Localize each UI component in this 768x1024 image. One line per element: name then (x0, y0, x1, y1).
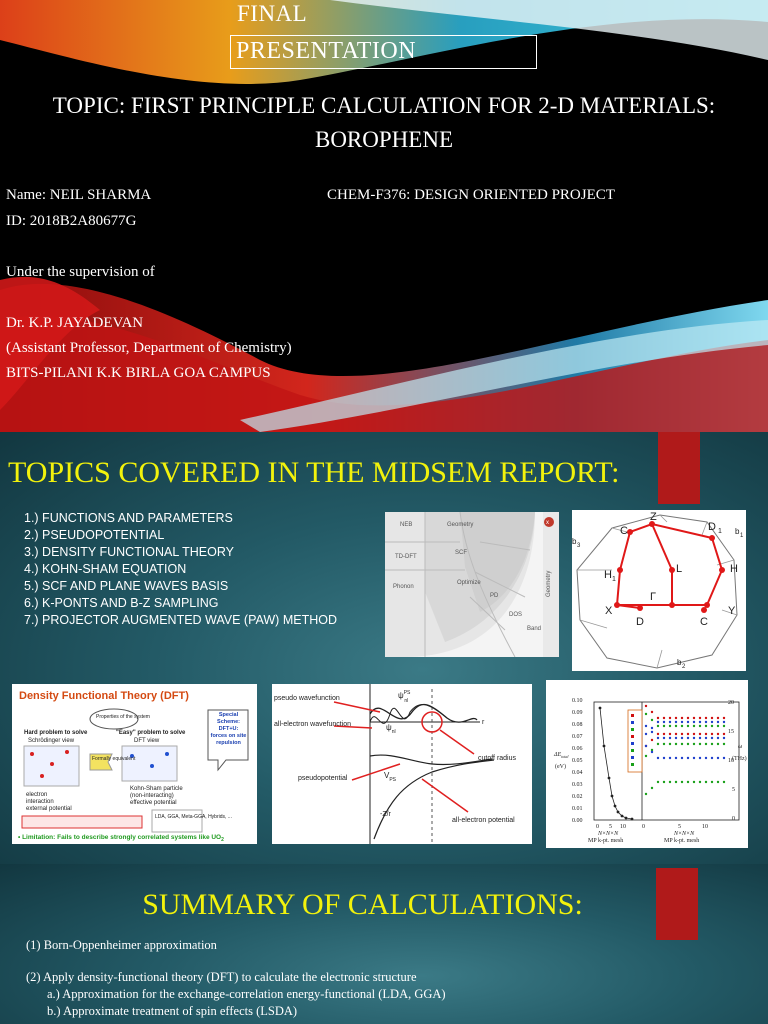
menu-label: PD (490, 593, 499, 599)
svg-text:5: 5 (609, 824, 612, 830)
series-point (705, 757, 707, 759)
legend-marker (631, 728, 634, 731)
svg-text:effective potential: effective potential (130, 800, 177, 806)
svg-text:Γ: Γ (650, 591, 657, 603)
svg-text:(THz): (THz) (732, 756, 747, 762)
series-point (675, 757, 677, 759)
summary-line-3: a.) Approximation for the exchange-correlation energy-functional (LDA, GGA) (47, 987, 446, 1001)
svg-text:• Limitation: Fails to describ: • Limitation: Fails to describe strongly correlated systems like $UO_2$ (18, 834, 224, 843)
series-point (645, 713, 647, 715)
series-point (663, 725, 665, 727)
series-point (711, 743, 713, 745)
topics-slide (0, 432, 768, 864)
series-point (705, 733, 707, 735)
series-point (687, 781, 689, 783)
svg-text:all-electron potential: all-electron potential (452, 817, 515, 824)
svg-text:MP k-pt. mesh: MP k-pt. mesh (588, 838, 624, 844)
series-point (645, 793, 647, 795)
svg-text:(eV): (eV) (555, 764, 566, 770)
supervision-label: Under the supervision of (6, 264, 155, 280)
svg-text:ψnl: $\psi_{nl}$ (386, 723, 396, 735)
series-point (663, 781, 665, 783)
series-point (651, 751, 653, 753)
svg-text:5: 5 (732, 787, 735, 793)
svg-text:15: 15 (728, 729, 734, 735)
svg-text:electron: electron (26, 792, 48, 798)
series-point (645, 745, 647, 747)
course-code: CHEM-F376: DESIGN ORIENTED PROJECT (327, 187, 615, 203)
summary-heading: SUMMARY OF CALCULATIONS: (142, 888, 583, 921)
svg-text:1: 1 (718, 528, 722, 535)
series-point (711, 721, 713, 723)
topics-list (24, 510, 337, 629)
series-point (645, 733, 647, 735)
list-item: 7.) PROJECTOR AUGMENTED WAVE (PAW) METHOD (24, 613, 337, 627)
title-presentation: PRESENTATION (236, 38, 417, 64)
svg-text:2: 2 (682, 664, 686, 670)
svg-text:MP k-pt. mesh: MP k-pt. mesh (664, 838, 700, 844)
series-point (699, 733, 701, 735)
svg-text:ψPSnl: $\psi^{PS}$ nl (398, 690, 411, 704)
series-point (717, 737, 719, 739)
series-point (675, 781, 677, 783)
series-point (693, 733, 695, 735)
legend-marker (631, 749, 634, 752)
series-point (699, 725, 701, 727)
institute-name: BITS-PILANI K.K BIRLA GOA CAMPUS (6, 365, 271, 381)
svg-text:ΔEtotal: $\Delta E_{total}$ (554, 752, 569, 759)
svg-text:C: C (700, 616, 708, 628)
brillouin-zone-image (572, 510, 746, 671)
svg-text:0.00: 0.00 (572, 818, 583, 824)
student-name: Name: NEIL SHARMA (6, 187, 152, 203)
series-point (669, 781, 671, 783)
list-item: 3.) DENSITY FUNCTIONAL THEORY (24, 545, 234, 559)
menu-label: DOS (509, 612, 523, 618)
series-point (651, 727, 653, 729)
series-point (699, 717, 701, 719)
series-point (687, 743, 689, 745)
series-point (675, 743, 677, 745)
series-point (651, 787, 653, 789)
svg-text:b: b (677, 658, 682, 667)
series-point (669, 717, 671, 719)
svg-text:0.04: 0.04 (572, 770, 583, 776)
accent-bar (658, 432, 700, 504)
series-point (699, 781, 701, 783)
svg-text:Density Functional Theory (DFT: Density Functional Theory (DFT) (19, 690, 189, 702)
legend-marker (631, 735, 634, 738)
series-point (687, 721, 689, 723)
menu-label: SCF (455, 550, 467, 556)
series-point (705, 721, 707, 723)
series-point (723, 757, 725, 759)
series-point (657, 721, 659, 723)
series-point (645, 725, 647, 727)
series-point (675, 725, 677, 727)
svg-text:r: r (482, 719, 485, 726)
svg-text:0.02: 0.02 (572, 794, 583, 800)
series-point (711, 781, 713, 783)
series-point (693, 737, 695, 739)
title-final: FINAL (237, 1, 308, 26)
svg-text:0.10: 0.10 (572, 698, 583, 704)
topic-line-1: TOPIC: FIRST PRINCIPLE CALCULATION FOR 2-D MATERIALS: (52, 93, 716, 118)
series-point (699, 743, 701, 745)
dft-diagram-image: Density Functional Theory (DFT) Properties of the system Hard problem to solve "Easy" problem to solve Schrödinger view DFT view Formally equivalent electron interaction external potential Kohn-Sham particle (non-interacting) effective potential LDA, GGA, Meta-GGA, Hybrids, ... Special Scheme: DFT+U: forces on site repulsion • Limitation: Fails to describe strongly correlated systems like $UO_2$ (12, 684, 257, 844)
svg-text:Z: Z (650, 511, 657, 523)
menu-label: Band (527, 626, 542, 632)
svg-text:0.09: 0.09 (572, 710, 583, 716)
series-point (723, 733, 725, 735)
series-point (687, 757, 689, 759)
svg-text:external potential: external potential (26, 806, 72, 812)
series-point (699, 737, 701, 739)
svg-text:ω: ω (738, 744, 743, 750)
series-point (717, 757, 719, 759)
series-point (723, 725, 725, 727)
svg-text:L: L (676, 563, 683, 575)
series-point (657, 717, 659, 719)
series-point (693, 717, 695, 719)
supervisor-name: Dr. K.P. JAYADEVAN (6, 315, 144, 331)
svg-text:pseudopotential: pseudopotential (298, 775, 348, 782)
svg-text:X: X (605, 605, 613, 617)
series-point (723, 721, 725, 723)
series-point (693, 743, 695, 745)
legend-marker (631, 763, 634, 766)
series-point (657, 757, 659, 759)
series-point (711, 737, 713, 739)
svg-text:0.06: 0.06 (572, 746, 583, 752)
series-point (687, 733, 689, 735)
series-point (723, 737, 725, 739)
series-point (651, 739, 653, 741)
menu-label: Geometry (546, 570, 552, 597)
series-point (657, 725, 659, 727)
series-point (687, 737, 689, 739)
svg-text:0.01: 0.01 (572, 806, 583, 812)
legend-marker (631, 756, 634, 759)
series-point (675, 737, 677, 739)
summary-line-2: (2) Apply density-functional theory (DFT) to calculate the electronic structure (26, 970, 417, 984)
menu-wheel-image (385, 512, 559, 657)
svg-text:1: 1 (740, 533, 744, 539)
svg-text:Hard problem to solve: Hard problem to solve (24, 730, 88, 736)
svg-text:0.05: 0.05 (572, 758, 583, 764)
series-point (681, 717, 683, 719)
svg-text:H: H (730, 563, 738, 575)
svg-text:VPS: $V_{PS}$ (384, 771, 397, 783)
series-point (687, 717, 689, 719)
summary-line-4: b.) Approximate treatment of spin effects (LSDA) (47, 1004, 298, 1018)
series-point (657, 743, 659, 745)
svg-text:Schrödinger view: Schrödinger view (28, 738, 75, 744)
svg-text:D: D (636, 616, 644, 628)
series-point (705, 743, 707, 745)
svg-text:N×N×N: N×N×N (674, 831, 695, 837)
series-point (705, 781, 707, 783)
svg-text:10: 10 (728, 758, 734, 764)
svg-text:H: H (604, 569, 612, 581)
svg-text:Y: Y (728, 605, 736, 617)
svg-text:"Easy" problem to solve: "Easy" problem to solve (116, 730, 186, 736)
svg-text:D: D (708, 521, 716, 533)
svg-text:10: 10 (620, 824, 626, 830)
student-id: ID: 2018B2A80677G (6, 213, 137, 229)
series-point (705, 725, 707, 727)
series-point (681, 733, 683, 735)
summary-slide (0, 864, 768, 1024)
list-item: 6.) K-PONTS AND B-Z SAMPLING (24, 596, 219, 610)
series-point (711, 757, 713, 759)
convergence-plot-image (546, 680, 748, 848)
supervisor-designation: (Assistant Professor, Department of Chemistry) (6, 340, 292, 356)
summary-line-1: (1) Born-Oppenheimer approximation (26, 938, 217, 952)
series-point (681, 757, 683, 759)
series-point (657, 733, 659, 735)
topics-heading: TOPICS COVERED IN THE MIDSEM REPORT: (8, 456, 620, 489)
menu-label: Phonon (393, 584, 414, 590)
series-point (693, 757, 695, 759)
svg-text:Formally equivalent: Formally equivalent (92, 756, 136, 762)
series-point (645, 755, 647, 757)
series-point (687, 725, 689, 727)
svg-text:0: 0 (642, 824, 645, 830)
list-item: 5.) SCF AND PLANE WAVES BASIS (24, 579, 229, 593)
svg-text:0.03: 0.03 (572, 782, 583, 788)
svg-text:LDA, GGA, Meta-GGA, Hybrids, .: LDA, GGA, Meta-GGA, Hybrids, ... (155, 814, 232, 820)
svg-text:N×N×N: N×N×N (598, 831, 619, 837)
series-point (717, 725, 719, 727)
series-point (711, 733, 713, 735)
series-point (711, 717, 713, 719)
svg-text:(non-interacting): (non-interacting) (130, 793, 174, 799)
series-point (681, 737, 683, 739)
series-point (723, 781, 725, 783)
series-point (651, 731, 653, 733)
svg-text:1: 1 (612, 576, 616, 583)
series-point (699, 721, 701, 723)
series-point (651, 711, 653, 713)
legend-marker (631, 721, 634, 724)
series-point (663, 733, 665, 735)
series-point (723, 743, 725, 745)
series-point (717, 721, 719, 723)
series-point (699, 757, 701, 759)
series-point (663, 757, 665, 759)
svg-text:Kohn-Sham particle: Kohn-Sham particle (130, 786, 183, 792)
svg-text:C: C (620, 525, 628, 537)
svg-text:0: 0 (732, 816, 735, 822)
svg-text:0.07: 0.07 (572, 734, 583, 740)
series-point (681, 725, 683, 727)
svg-text:b: b (735, 527, 740, 536)
series-point (693, 781, 695, 783)
svg-text:0: 0 (596, 824, 599, 830)
svg-text:all-electron wavefunction: all-electron wavefunction (274, 721, 352, 728)
svg-text:interaction: interaction (26, 799, 54, 805)
series-point (669, 733, 671, 735)
svg-text:cutoff radius: cutoff radius (478, 755, 517, 762)
svg-text:3: 3 (577, 543, 581, 549)
series-point (669, 757, 671, 759)
svg-text:0.08: 0.08 (572, 722, 583, 728)
title-slide (0, 0, 768, 432)
svg-text:-Z/r: -Z/r (380, 811, 391, 818)
series-point (657, 781, 659, 783)
svg-text:b: b (572, 537, 577, 546)
series-point (669, 743, 671, 745)
svg-text:x: x (546, 520, 549, 526)
svg-text:Properties of the system: Properties of the system (96, 714, 150, 720)
series-point (663, 721, 665, 723)
list-item: 1.) FUNCTIONS AND PARAMETERS (24, 511, 233, 525)
topic-line-2: BOROPHENE (314, 127, 453, 152)
series-point (663, 743, 665, 745)
legend-marker (631, 714, 634, 717)
series-point (723, 717, 725, 719)
svg-text:DFT view: DFT view (134, 738, 160, 744)
series-point (705, 717, 707, 719)
series-point (681, 721, 683, 723)
series-point (669, 721, 671, 723)
svg-text:20: 20 (728, 700, 734, 706)
series-point (675, 733, 677, 735)
series-point (717, 717, 719, 719)
legend-marker (631, 742, 634, 745)
series-point (657, 737, 659, 739)
series-point (675, 717, 677, 719)
svg-text:pseudo wavefunction: pseudo wavefunction (274, 695, 340, 702)
series-point (717, 781, 719, 783)
svg-text:5: 5 (678, 824, 681, 830)
series-point (651, 719, 653, 721)
menu-label: NEB (400, 522, 413, 528)
menu-label: TD-DFT (395, 554, 417, 560)
series-point (645, 705, 647, 707)
series-point (711, 725, 713, 727)
menu-label: Optimize (457, 580, 481, 586)
menu-label: Geometry (447, 522, 474, 528)
series-point (669, 725, 671, 727)
series-point (675, 721, 677, 723)
pseudopotential-diagram-image (272, 684, 532, 844)
series-point (693, 721, 695, 723)
series-point (717, 743, 719, 745)
series-point (693, 725, 695, 727)
series-point (681, 743, 683, 745)
series-point (717, 733, 719, 735)
svg-text:10: 10 (702, 824, 708, 830)
series-point (681, 781, 683, 783)
series-point (669, 737, 671, 739)
series-point (663, 717, 665, 719)
list-item: 2.) PSEUDOPOTENTIAL (24, 528, 165, 542)
series-point (663, 737, 665, 739)
series-point (705, 737, 707, 739)
list-item: 4.) KOHN-SHAM EQUATION (24, 562, 187, 576)
